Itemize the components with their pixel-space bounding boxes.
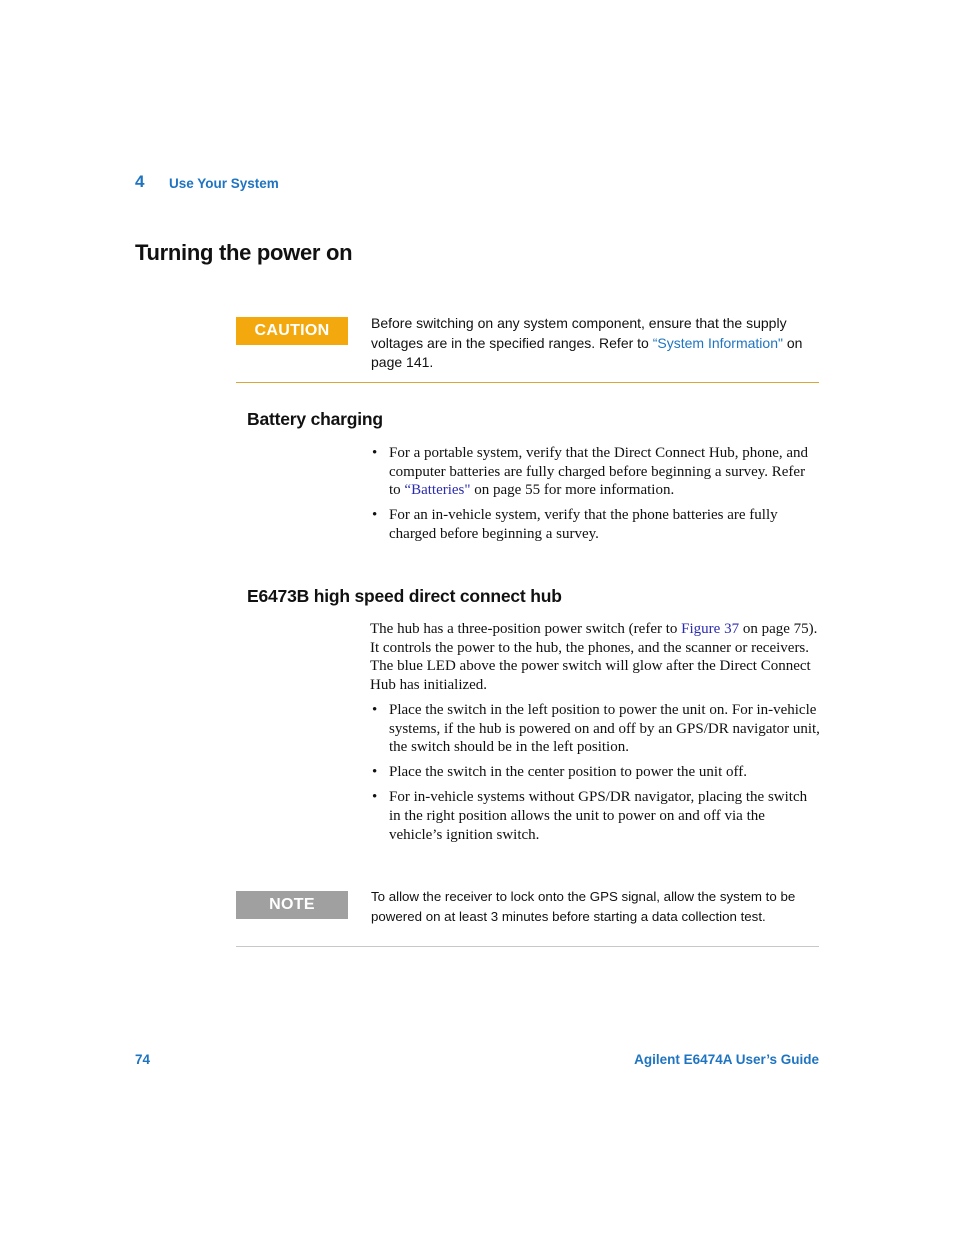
bullet-icon: • — [372, 789, 378, 806]
note-badge: NOTE — [236, 891, 348, 919]
caution-divider — [236, 382, 819, 383]
battery-charging-heading: Battery charging — [247, 409, 383, 429]
note-text: To allow the receiver to lock onto the GPS signal, allow the system to be powered on at least 3 minutes before starting a data collection test. — [371, 889, 796, 924]
bullet-text: Place the switch in the left position to power the unit on. For in-vehicle systems, if the hub is powered on and off by an GPS/DR navigator unit, the switch should be in the left position. — [389, 702, 820, 756]
bullet-text: For in-vehicle systems without GPS/DR navigator, placing the switch in the right position allows the unit to power on and off via the vehicle’s ignition switch. — [389, 789, 808, 843]
caution-text-after: on page 141. — [371, 334, 803, 370]
figure-37-link[interactable]: Figure 37 — [681, 621, 740, 637]
page-title: Turning the power on — [135, 240, 353, 265]
chapter-title: Use Your System — [169, 176, 279, 191]
system-information-link[interactable]: “System Information" — [652, 334, 783, 351]
bullet-icon: • — [372, 764, 378, 781]
footer-page-number: 74 — [135, 1052, 151, 1067]
bullet-icon: • — [372, 702, 378, 718]
hub-para-before: The hub has a three-position power switch (refer to — [370, 621, 682, 637]
hub-para-after: on page 75). It controls the power to the hub, the phones, and the scanner or receivers. The blue LED above the power switch will glow after the Direct Connect Hub has initialized. — [370, 621, 818, 694]
hub-paragraph — [370, 620, 820, 695]
bullet-text: Place the switch in the center position to power the unit off. — [389, 764, 747, 781]
footer-guide-title: Agilent E6474A User’s Guide — [634, 1052, 819, 1067]
chapter-number: 4 — [135, 172, 145, 191]
list-item — [370, 506, 820, 543]
batteries-link[interactable]: “Batteries" — [404, 482, 471, 499]
hub-bullet-list — [370, 701, 820, 851]
hub-heading: E6473B high speed direct connect hub — [247, 586, 562, 606]
caution-text-before: Before switching on any system component, ensure that the supply voltages are in the specified ranges. Refer to — [371, 315, 787, 351]
bullet-text-after: on page 55 for more information. — [470, 482, 675, 499]
list-item — [370, 788, 820, 844]
bullet-icon: • — [372, 445, 378, 461]
bullet-text-before: For a portable system, verify that the Direct Connect Hub, phone, and computer batteries are fully charged before beginning a survey. Refer to — [389, 445, 809, 499]
list-item — [370, 444, 820, 500]
bullet-text: For an in-vehicle system, verify that the phone batteries are fully charged before beginning a survey. — [389, 507, 778, 543]
caution-badge: CAUTION — [236, 317, 348, 345]
battery-bullet-list — [370, 444, 820, 550]
bullet-icon: • — [372, 507, 378, 524]
caution-text — [371, 314, 821, 373]
list-item — [370, 763, 820, 782]
list-item — [370, 701, 820, 757]
note-divider — [236, 946, 819, 947]
